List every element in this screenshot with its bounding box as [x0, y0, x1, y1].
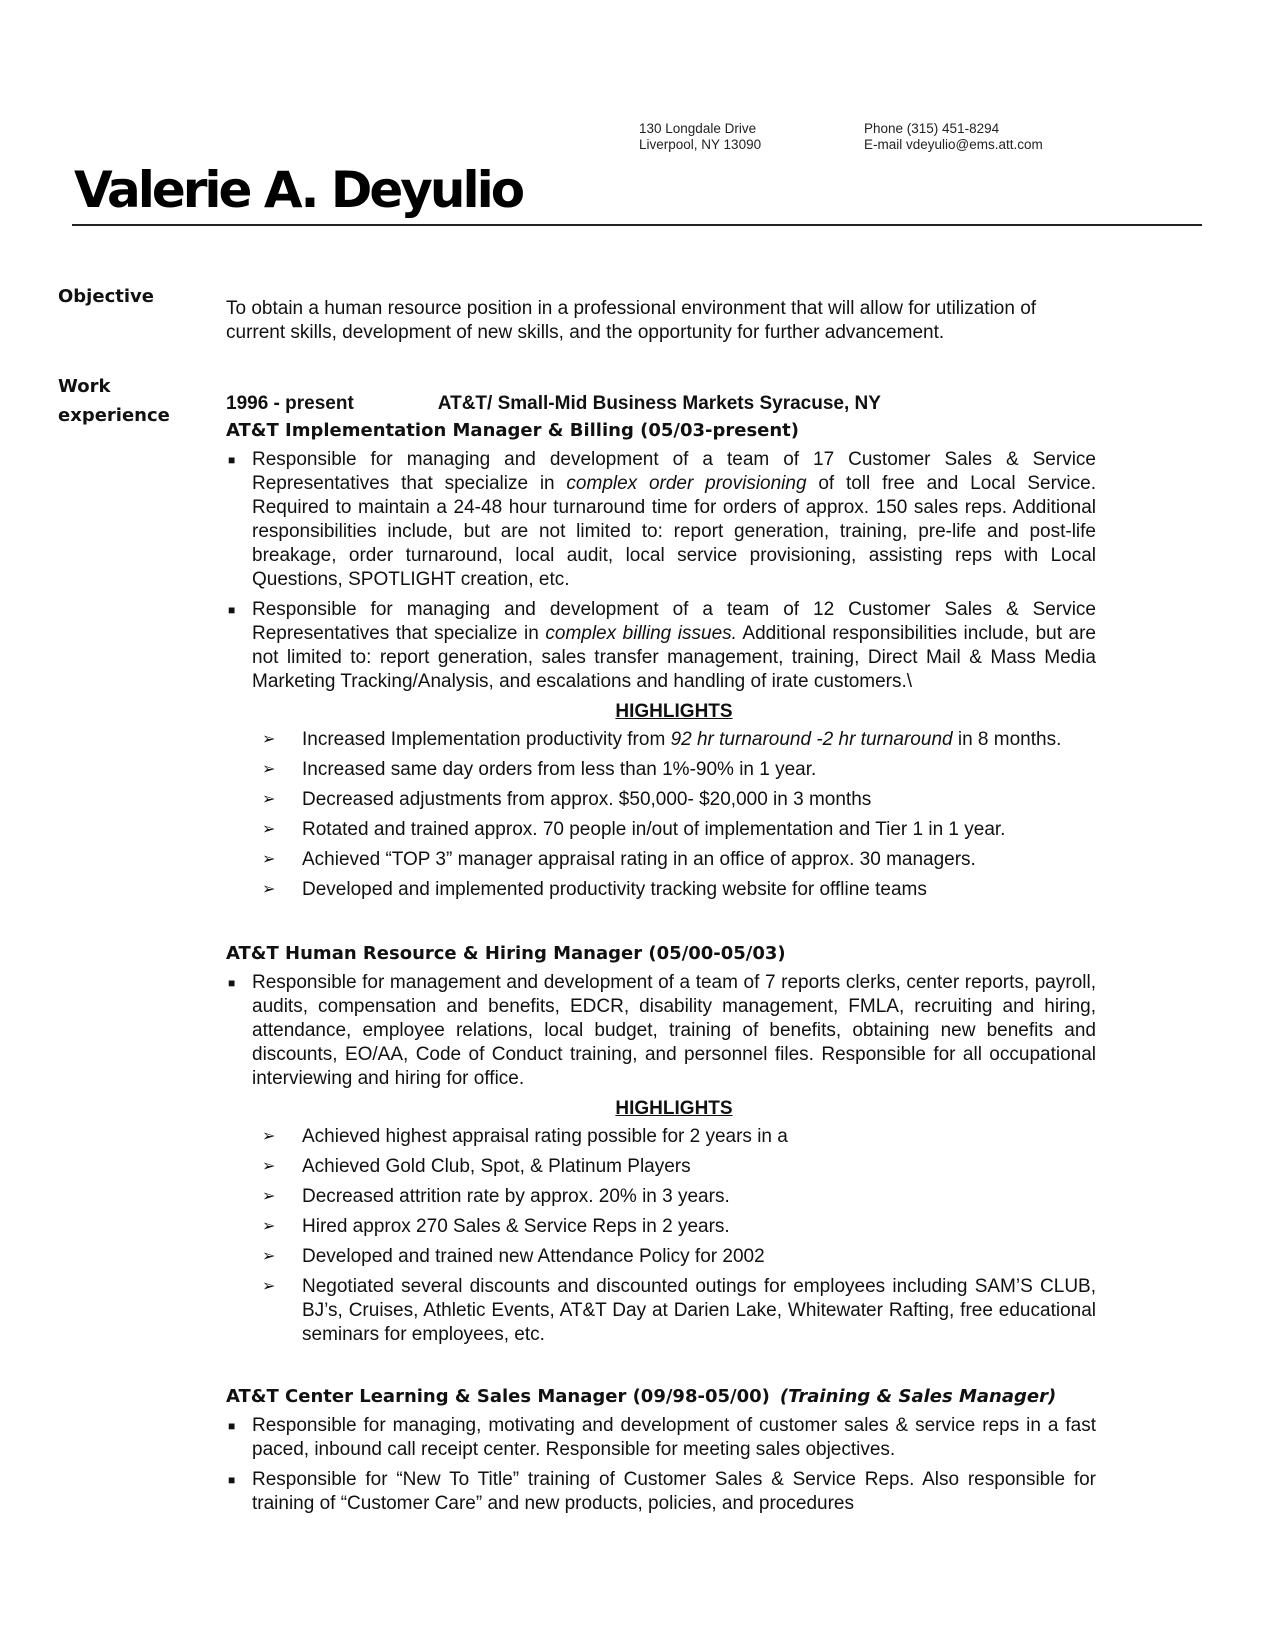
job-2-responsibilities [226, 971, 1096, 1091]
candidate-name: Valerie A. Deyulio [74, 161, 523, 219]
phone-text: Phone (315) 451-8294 [864, 121, 1000, 136]
employment-header [226, 391, 1096, 417]
highlight-item: ➢ Achieved “TOP 3” manager appraisal rating in an office of approx. 30 managers. [262, 849, 976, 870]
highlight-item: ➢ Developed and implemented productivity tracking website for offline teams [262, 879, 927, 900]
highlight-item: ➢ Negotiated several discounts and discounted outings for employees including SAM’S CLUB, BJ’s, Cruises, Athletic Events, AT&T Day at Darien Lake, Whitewater Rafting, free educational seminars for employees, etc. [262, 1276, 1096, 1345]
employer-name: AT&T/ Small-Mid Business Markets Syracuse, NY [437, 393, 881, 414]
job-title-hr-hiring-manager: AT&T Human Resource & Hiring Manager (05/00-05/03) [226, 943, 786, 964]
arrow-bullet-icon: ➢ [262, 821, 276, 838]
highlights-heading: HIGHLIGHTS [615, 701, 733, 722]
address-line-1: 130 Longdale Drive [639, 121, 757, 136]
highlight-item: ➢ Decreased adjustments from approx. $50,000- $20,000 in 3 months [262, 789, 872, 810]
job-title-center-learning-manager: AT&T Center Learning & Sales Manager (09/98-05/00) (Training & Sales Manager) [226, 1386, 1057, 1407]
highlight-item: ➢ Achieved highest appraisal rating possible for 2 years in a [262, 1126, 788, 1147]
responsibility-item: ■ Responsible for managing and development of a team of 12 Customer Sales & Service Representatives that specialize in complex billing issues. Additional responsibilities include, but are not limited to: report generation, sales transfer management, training, Direct Mail & Mass Media Marketing Tracking/Analysis, and escalations and handling of irate customers.\ [228, 599, 1096, 692]
responsibility-item: ■ Responsible for managing, motivating and development of customer sales & service reps in a fast paced, inbound call receipt center. Responsible for meeting sales objectives. [228, 1415, 1096, 1460]
work-label-line-2: experience [58, 405, 170, 426]
job-2-highlights [226, 1125, 1096, 1347]
highlights-heading: HIGHLIGHTS [615, 1098, 733, 1119]
arrow-bullet-icon: ➢ [262, 791, 276, 808]
job-title-alternate: (Training & Sales Manager) [779, 1386, 1057, 1407]
square-bullet-icon: ■ [228, 1473, 236, 1487]
square-bullet-icon: ■ [228, 453, 236, 467]
square-bullet-icon: ■ [228, 1419, 236, 1433]
employment-dates: 1996 - present [226, 393, 354, 414]
highlight-item: ➢ Achieved Gold Club, Spot, & Platinum Players [262, 1156, 691, 1177]
arrow-bullet-icon: ➢ [262, 1218, 276, 1235]
highlight-item: ➢ Decreased attrition rate by approx. 20% in 3 years. [262, 1186, 730, 1207]
header-divider [72, 224, 1202, 226]
arrow-bullet-icon: ➢ [262, 1278, 276, 1295]
arrow-bullet-icon: ➢ [262, 1128, 276, 1145]
responsibility-item: ■ Responsible for “New To Title” training of Customer Sales & Service Reps. Also responsible for training of “Customer Care” and new products, policies, and procedures [228, 1469, 1096, 1514]
responsibility-item: ■ Responsible for managing and development of a team of 17 Customer Sales & Service Representatives that specialize in complex order provisioning of toll free and Local Service. Required to maintain a 24-48 hour turnaround time for orders of approx. 150 sales reps. Additional responsibilities include, but are not limited to: report generation, training, pre-life and post-life breakage, order turnaround, local audit, local service provisioning, assisting reps with Local Questions, SPOTLIGHT creation, etc. [228, 449, 1096, 590]
job-3-responsibilities [226, 1414, 1096, 1516]
work-experience-label [58, 372, 170, 430]
highlight-item: ➢ Increased Implementation productivity from 92 hr turnaround -2 hr turnaround in 8 months. [262, 729, 1062, 750]
arrow-bullet-icon: ➢ [262, 1158, 276, 1175]
square-bullet-icon: ■ [228, 603, 236, 617]
contact-block [864, 121, 1043, 153]
objective-label: Objective [58, 286, 154, 307]
job-1-responsibilities [226, 448, 1096, 694]
arrow-bullet-icon: ➢ [262, 851, 276, 868]
address-line-2: Liverpool, NY 13090 [639, 137, 762, 152]
job-title-implementation-manager: AT&T Implementation Manager & Billing (05/03-present) [226, 420, 800, 441]
arrow-bullet-icon: ➢ [262, 761, 276, 778]
highlight-item: ➢ Hired approx 270 Sales & Service Reps in 2 years. [262, 1216, 730, 1237]
arrow-bullet-icon: ➢ [262, 1188, 276, 1205]
arrow-bullet-icon: ➢ [262, 881, 276, 898]
arrow-bullet-icon: ➢ [262, 731, 276, 748]
square-bullet-icon: ■ [228, 976, 236, 990]
job-1-highlights [226, 728, 1096, 902]
address-block [639, 121, 761, 153]
highlight-item: ➢ Increased same day orders from less than 1%-90% in 1 year. [262, 759, 817, 780]
responsibility-item: ■ Responsible for management and development of a team of 7 reports clerks, center reports, payroll, audits, compensation and benefits, EDCR, disability management, FMLA, recruiting and hiring, attendance, employee relations, local budget, training of benefits, obtaining new benefits and discounts, EO/AA, Code of Conduct training, and personnel files. Responsible for all occupational interviewing and hiring for office. [228, 972, 1096, 1089]
objective-text: To obtain a human resource position in a professional environment that will allow for utilization of current skills, development of new skills, and the opportunity for further advancement. [226, 298, 1037, 343]
highlight-item: ➢ Rotated and trained approx. 70 people in/out of implementation and Tier 1 in 1 year. [262, 819, 1006, 840]
email-text: E-mail vdeyulio@ems.att.com [864, 137, 1043, 152]
highlight-item: ➢ Developed and trained new Attendance Policy for 2002 [262, 1246, 765, 1267]
arrow-bullet-icon: ➢ [262, 1248, 276, 1265]
work-label-line-1: Work [58, 376, 111, 397]
work-experience-section [226, 391, 1096, 1522]
